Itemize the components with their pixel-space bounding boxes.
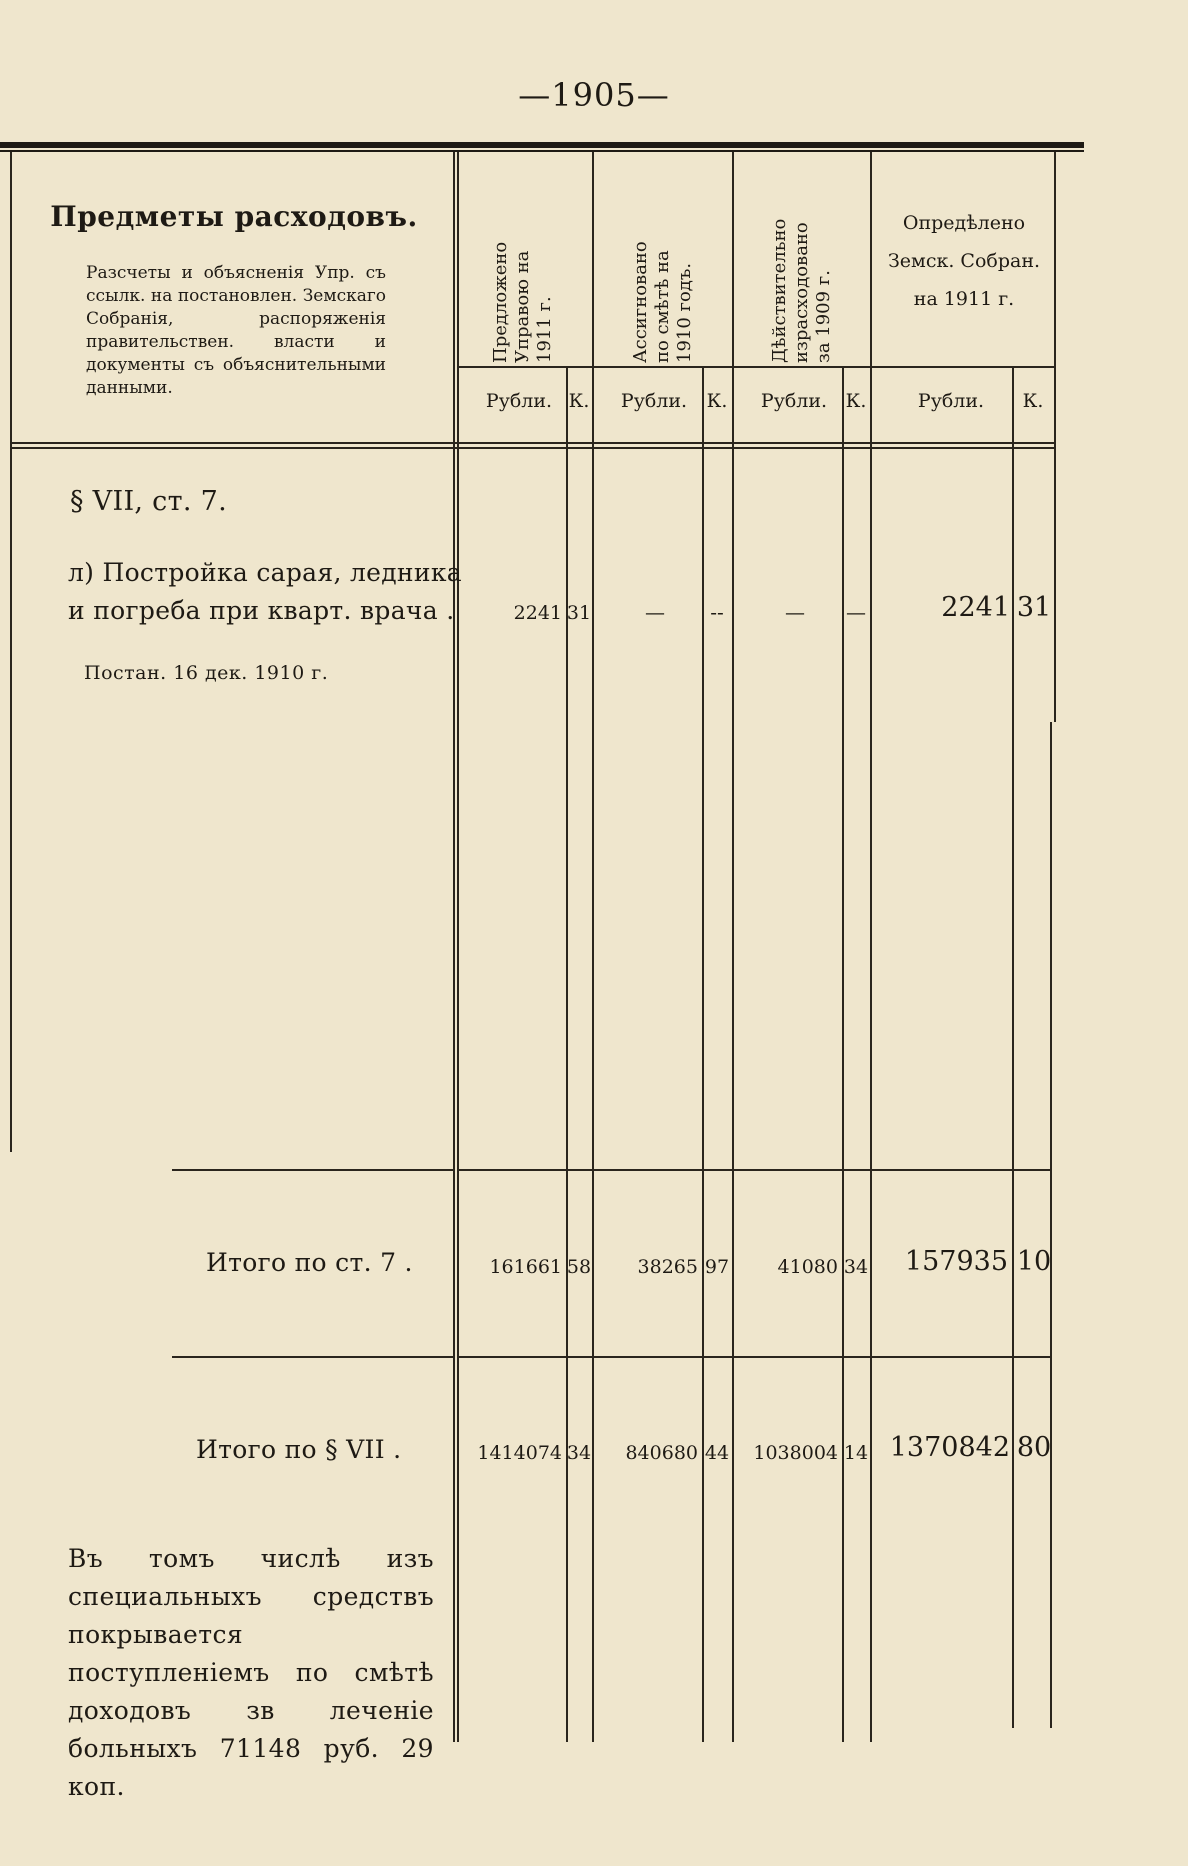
item-assigned-rubles: — xyxy=(645,600,665,624)
unit-kop-4: К. xyxy=(1022,390,1044,412)
unit-rubles-2: Рубли. xyxy=(620,390,688,412)
rule-col2 xyxy=(592,152,594,1742)
col-assigned-header xyxy=(594,160,732,366)
unit-kop-2: К. xyxy=(706,390,728,412)
total-s7-assigned-kop: 44 xyxy=(704,1442,730,1464)
rule-total1 xyxy=(457,1169,1050,1171)
rule-unit-top xyxy=(457,366,1054,368)
total-st7-spent-rubles: 41080 xyxy=(777,1256,838,1278)
rule-col1 xyxy=(453,152,455,1742)
rule-header-bottom xyxy=(10,442,1054,444)
rule-right-lower xyxy=(1050,722,1052,1728)
col-assigned-label: Ассигновано по смѣтѣ на 1910 годъ. xyxy=(630,241,695,363)
item-determined-rubles: 2241 xyxy=(941,592,1010,623)
header-title: Предметы расходовъ. xyxy=(50,200,418,233)
col-proposed-header xyxy=(457,160,592,366)
total-s7-spent-kop: 14 xyxy=(843,1442,869,1464)
rule-right xyxy=(1054,152,1056,722)
total-s7-determined-rubles: 1370842 xyxy=(889,1432,1010,1463)
total-st7-spent-kop: 34 xyxy=(843,1256,869,1278)
unit-rubles-3: Рубли. xyxy=(760,390,828,412)
total-s7-assigned-rubles: 840680 xyxy=(625,1442,698,1464)
total-st7-assigned-rubles: 38265 xyxy=(637,1256,698,1278)
item-determined-kop: 31 xyxy=(1016,592,1052,623)
rule-col1-k xyxy=(566,368,568,1742)
total-s7-proposed-rubles: 1414074 xyxy=(477,1442,562,1464)
col-spent-header xyxy=(734,160,870,366)
top-rule-thick xyxy=(0,142,1084,148)
item-spent-kop: — xyxy=(846,600,866,624)
rule-total1-label xyxy=(172,1169,454,1171)
item-assigned-kop: -- xyxy=(710,600,724,624)
rule-col4 xyxy=(870,152,872,1742)
total-st7-determined-rubles: 157935 xyxy=(904,1246,1008,1277)
col-determined-label: Опредѣлено Земск. Собран. на 1911 г. xyxy=(887,212,1041,310)
rule-total2 xyxy=(457,1356,1050,1358)
total-s7-proposed-kop: 34 xyxy=(566,1442,592,1464)
rule-col2-k xyxy=(702,368,704,1742)
total-s7-determined-kop: 80 xyxy=(1016,1432,1052,1463)
special-funds-note: Въ томъ числѣ изъ специальныхъ средствъ покрывается поступленіемъ по смѣтѣ доходовъ зв леченіе больныхъ 71148 руб. 29 коп. xyxy=(68,1544,434,1801)
col-spent-label: Дѣйствительно израсходовано за 1909 г. xyxy=(769,218,834,363)
rule-left xyxy=(10,152,12,1152)
unit-kop-3: К. xyxy=(845,390,867,412)
rule-col3 xyxy=(732,152,734,1742)
top-rule-thin xyxy=(0,150,1084,152)
item-label-line2: и погреба при кварт. врача . xyxy=(68,596,455,625)
total-s7-spent-rubles: 1038004 xyxy=(753,1442,838,1464)
rule-col4-k xyxy=(1012,368,1014,1728)
unit-rubles-1: Рубли. xyxy=(485,390,553,412)
rule-header-bottom-2 xyxy=(10,447,1054,449)
item-proposed-kop: 31 xyxy=(566,602,592,624)
item-spent-rubles: — xyxy=(785,600,805,624)
item-proposed-rubles: 2241 xyxy=(513,602,562,624)
unit-kop-1: К. xyxy=(568,390,590,412)
unit-rubles-4: Рубли. xyxy=(917,390,985,412)
header-subtitle: Разсчеты и объясненія Упр. съ ссылк. на постановлен. Земскаго Собранія, распоряженія правительствен. власти и документы съ объяснительными данными. xyxy=(86,263,386,398)
rule-col3-k xyxy=(842,368,844,1742)
total-st7-proposed-rubles: 161661 xyxy=(489,1256,562,1278)
section-heading: § VII, ст. 7. xyxy=(70,486,227,517)
rule-total2-label xyxy=(172,1356,454,1358)
page-number: —1905— xyxy=(518,76,670,114)
rule-col1b xyxy=(457,152,459,1742)
total-st7-proposed-kop: 58 xyxy=(566,1256,592,1278)
total-st7-determined-kop: 10 xyxy=(1016,1246,1052,1277)
total-s7-label: Итого по § VII . xyxy=(196,1435,402,1464)
total-st7-label: Итого по ст. 7 . xyxy=(206,1248,413,1277)
item-reference: Постан. 16 дек. 1910 г. xyxy=(84,662,329,684)
total-st7-assigned-kop: 97 xyxy=(704,1256,730,1278)
item-label-line1: л) Постройка сарая, ледника xyxy=(68,558,462,587)
col-proposed-label: Предложено Управою на 1911 г. xyxy=(490,241,555,363)
